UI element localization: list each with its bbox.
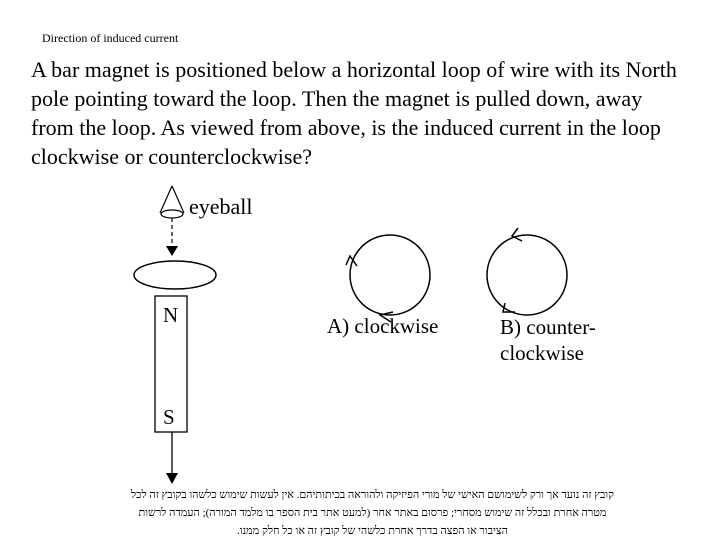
clockwise-circle xyxy=(350,235,430,315)
footer-line3: הציבור או הפצה בדרך אחרת כלשהי של קובץ זה או כל חלק ממנו. xyxy=(237,525,508,537)
north-pole-label: N xyxy=(163,303,179,327)
slide-title: Direction of induced current xyxy=(42,31,179,45)
eyeball-icon xyxy=(160,186,184,218)
wire-loop xyxy=(134,261,216,289)
counterclockwise-arrowhead-top xyxy=(512,228,522,241)
counterclockwise-circle xyxy=(487,235,567,315)
south-pole-label: S xyxy=(163,405,175,429)
question-text: A bar magnet is positioned below a horizontal loop of wire with its North pole pointing toward the loop. Then the magnet is pulled down, away from the loop. As viewed from above, is the induced current in the loop clockwise or counterclockwise? xyxy=(31,57,677,169)
footer-line1: קובץ זה נועד אך ורק לשימושם האישי של מורי הפיזיקה ולהוראה בכיתותיהם. אין לעשות שימוש כלשהו בקובץ זה לכל xyxy=(131,489,614,501)
eyeball-label: eyeball xyxy=(189,194,253,219)
option-b-label xyxy=(500,314,596,366)
motion-arrowhead xyxy=(166,473,178,484)
copyright-footer xyxy=(80,486,665,540)
option-a-label: A) clockwise xyxy=(327,314,439,338)
sight-arrowhead xyxy=(166,246,178,256)
option-b-line1: B) counter- xyxy=(500,315,596,339)
option-b-line2: clockwise xyxy=(500,341,584,365)
footer-line2: מטרה אחרת ובכלל זה שימוש מסחרי; פרסום באתר אחר (למעט אתר בית הספר בו מלמד המורה); העמדה לרשות xyxy=(138,507,607,519)
